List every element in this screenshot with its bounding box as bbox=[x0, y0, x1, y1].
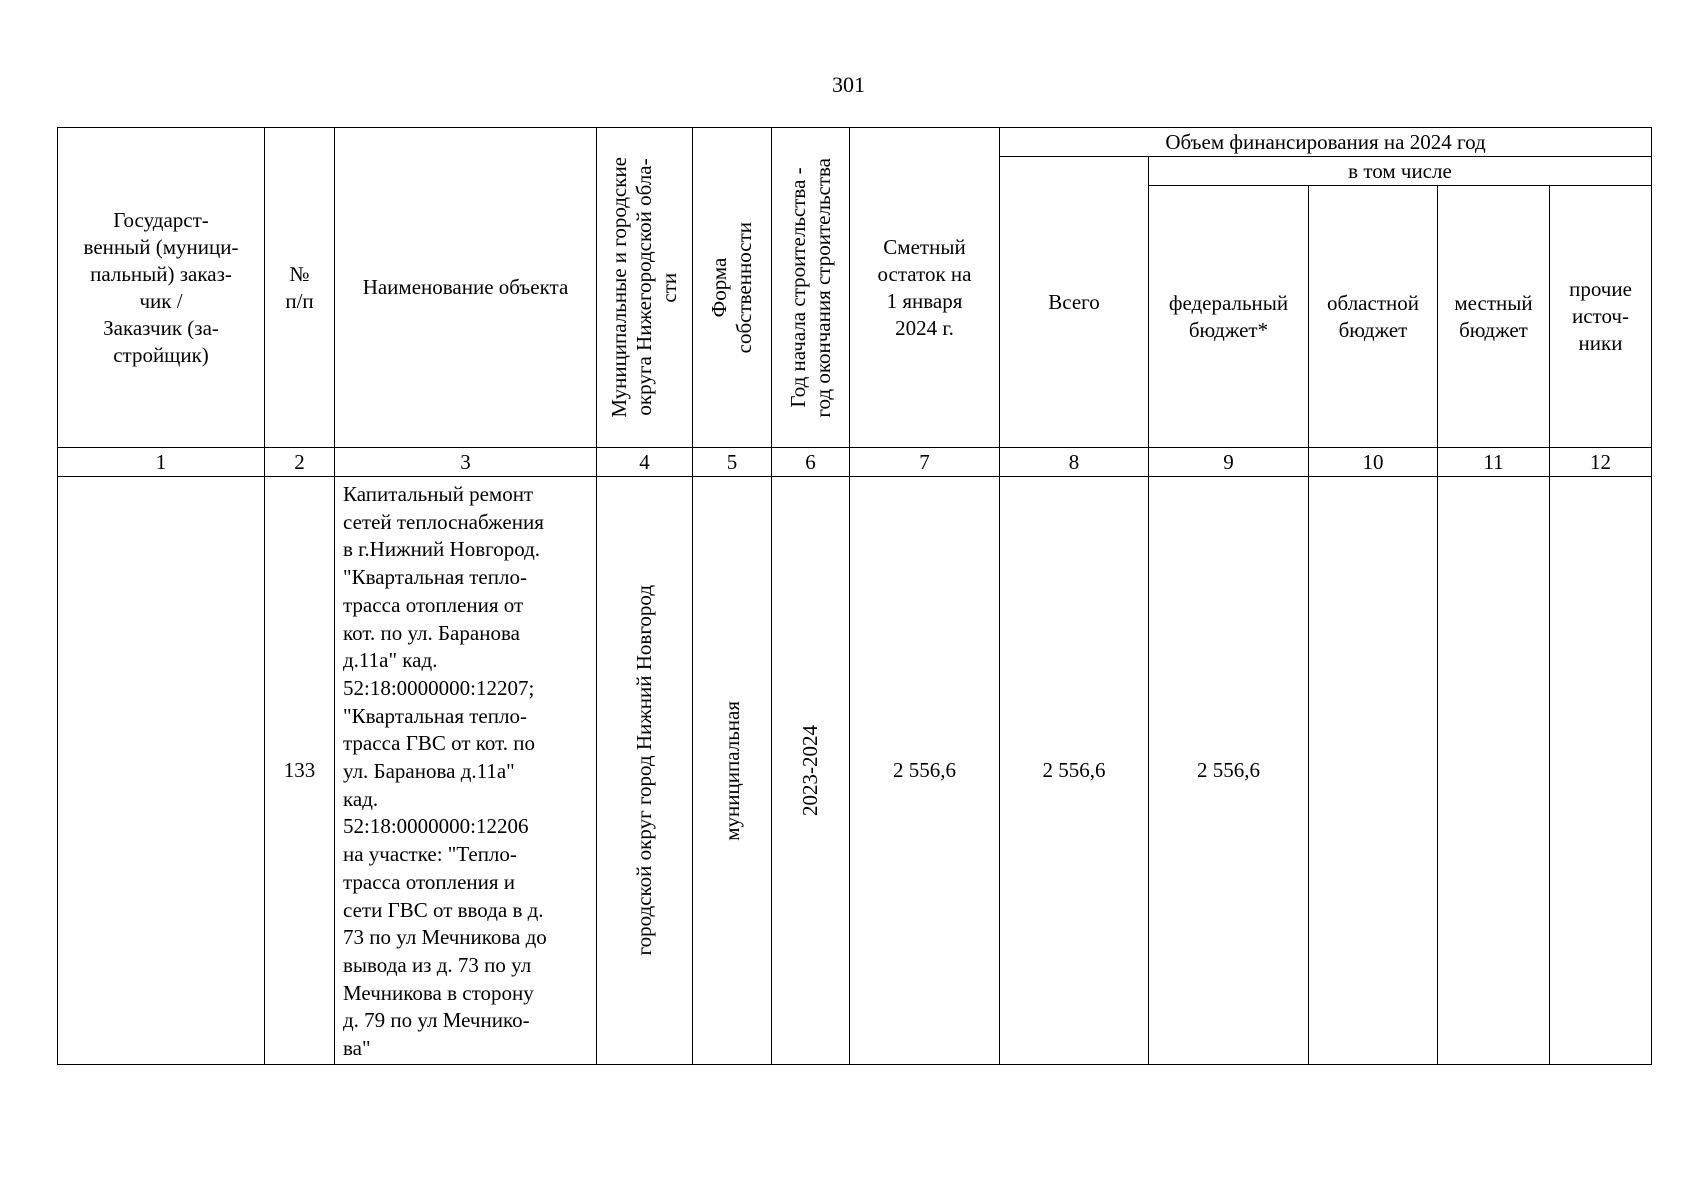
header-ownership bbox=[693, 128, 772, 448]
header-object-name: Наименование объекта bbox=[335, 128, 597, 448]
header-regional-line: областной bbox=[1327, 290, 1419, 315]
header-years-line: год окончания строительства bbox=[810, 157, 835, 418]
cell-local bbox=[1438, 477, 1550, 1065]
header-customer-line: пальный) заказ- bbox=[90, 261, 232, 286]
header-local-line: местный bbox=[1454, 290, 1533, 315]
header-regional bbox=[1309, 186, 1438, 448]
header-federal-line: федеральный bbox=[1168, 290, 1289, 315]
header-customer-line: Заказчик (за- bbox=[103, 315, 219, 340]
header-municipalities-line: сти bbox=[657, 272, 681, 303]
header-other-line: источ- bbox=[1572, 304, 1629, 328]
header-other bbox=[1550, 186, 1652, 448]
object-name-line: д. 79 по ул Мечнико- bbox=[343, 1008, 530, 1033]
header-years bbox=[772, 128, 850, 448]
object-name-line: сетей теплоснабжения bbox=[343, 509, 544, 534]
header-number-pp: п/п bbox=[285, 288, 314, 313]
object-name-line: д.11а" кад. bbox=[343, 648, 438, 673]
header-municipalities-line: Муниципальные и городские bbox=[607, 157, 631, 418]
cell-total: 2 556,6 bbox=[1000, 477, 1149, 1065]
header-local bbox=[1438, 186, 1550, 448]
object-name-line: трасса ГВС от кот. по bbox=[343, 731, 535, 756]
header-number bbox=[265, 128, 335, 448]
header-including: в том числе bbox=[1149, 157, 1652, 186]
column-number: 8 bbox=[1000, 448, 1149, 477]
header-other-line: прочие bbox=[1569, 277, 1632, 301]
cell-years bbox=[772, 477, 850, 1065]
page-number: 301 bbox=[832, 72, 865, 97]
object-name-line: сети ГВС от ввода в д. bbox=[343, 897, 544, 922]
header-total: Всего bbox=[1000, 157, 1149, 448]
cell-balance: 2 556,6 bbox=[850, 477, 1000, 1065]
column-number: 11 bbox=[1438, 448, 1550, 477]
object-name-line: "Квартальная тепло- bbox=[343, 565, 527, 590]
header-customer-line: Государст- bbox=[113, 207, 209, 232]
object-name-line: в г.Нижний Новгород. bbox=[343, 537, 541, 562]
header-balance-line: 1 января bbox=[886, 288, 963, 313]
header-federal bbox=[1149, 186, 1309, 448]
column-number: 9 bbox=[1149, 448, 1309, 477]
years-text: 2023-2024 bbox=[798, 725, 822, 816]
header-balance-line: Сметный bbox=[883, 234, 966, 259]
object-name-line: Капитальный ремонт bbox=[343, 482, 534, 506]
table-row bbox=[58, 477, 1652, 1065]
header-other-line: ники bbox=[1578, 331, 1623, 355]
column-number: 3 bbox=[335, 448, 597, 477]
object-name-line: кот. по ул. Баранова bbox=[343, 620, 520, 645]
cell-ownership bbox=[693, 477, 772, 1065]
header-balance-line: 2024 г. bbox=[895, 315, 954, 340]
object-name-line: "Квартальная тепло- bbox=[343, 703, 527, 728]
column-number: 2 bbox=[265, 448, 335, 477]
object-name-line: ва" bbox=[343, 1036, 371, 1061]
header-balance-line: остаток на bbox=[877, 261, 972, 286]
object-name-line: трасса отопления и bbox=[343, 869, 516, 894]
header-customer-line: стройщик) bbox=[113, 342, 209, 367]
object-name-line: вывода из д. 73 по ул bbox=[343, 952, 532, 977]
column-number: 10 bbox=[1309, 448, 1438, 477]
column-number: 7 bbox=[850, 448, 1000, 477]
object-name-line: на участке: "Тепло- bbox=[343, 842, 517, 867]
header-years-line: Год начала строительства - bbox=[785, 167, 810, 408]
header-local-line: бюджет bbox=[1459, 317, 1528, 342]
column-number: 1 bbox=[58, 448, 265, 477]
object-name-line: 73 по ул Мечникова до bbox=[343, 925, 547, 950]
header-customer bbox=[58, 128, 265, 448]
header-number-sign: № bbox=[289, 261, 310, 286]
object-name-line: Мечникова в сторону bbox=[343, 980, 534, 1005]
header-municipalities bbox=[597, 128, 693, 448]
cell-object-name bbox=[335, 477, 597, 1065]
ownership-text: муниципальная bbox=[719, 700, 744, 841]
object-name-line: ул. Баранова д.11а" bbox=[343, 759, 515, 784]
header-municipalities-line: округа Нижегородской обла- bbox=[632, 158, 656, 417]
cell-federal: 2 556,6 bbox=[1149, 477, 1309, 1065]
header-federal-line: бюджет* bbox=[1188, 317, 1269, 342]
column-number: 6 bbox=[772, 448, 850, 477]
header-customer-line: чик / bbox=[139, 288, 183, 313]
object-name-line: кад. bbox=[343, 786, 379, 811]
object-name-line: 52:18:0000000:12206 bbox=[343, 814, 529, 839]
municipality-text: городской округ город Нижний Новгород bbox=[632, 585, 656, 956]
cell-other bbox=[1550, 477, 1652, 1065]
object-name-line: трасса отопления от bbox=[343, 592, 524, 617]
column-number: 4 bbox=[597, 448, 693, 477]
cell-number: 133 bbox=[265, 477, 335, 1065]
cell-customer bbox=[58, 477, 265, 1065]
header-ownership-line: собственности bbox=[732, 221, 756, 354]
cell-municipality bbox=[597, 477, 693, 1065]
column-number: 5 bbox=[693, 448, 772, 477]
header-customer-line: венный (муници- bbox=[83, 234, 239, 259]
cell-regional bbox=[1309, 477, 1438, 1065]
financing-table bbox=[57, 127, 1652, 1065]
header-financing-group: Объем финансирования на 2024 год bbox=[1000, 128, 1652, 157]
header-regional-line: бюджет bbox=[1338, 317, 1408, 342]
object-name-line: 52:18:0000000:12207; bbox=[343, 675, 535, 700]
column-numbers-row bbox=[58, 448, 1652, 477]
header-balance bbox=[850, 128, 1000, 448]
column-number: 12 bbox=[1550, 448, 1652, 477]
header-ownership-line: Форма bbox=[707, 257, 731, 318]
